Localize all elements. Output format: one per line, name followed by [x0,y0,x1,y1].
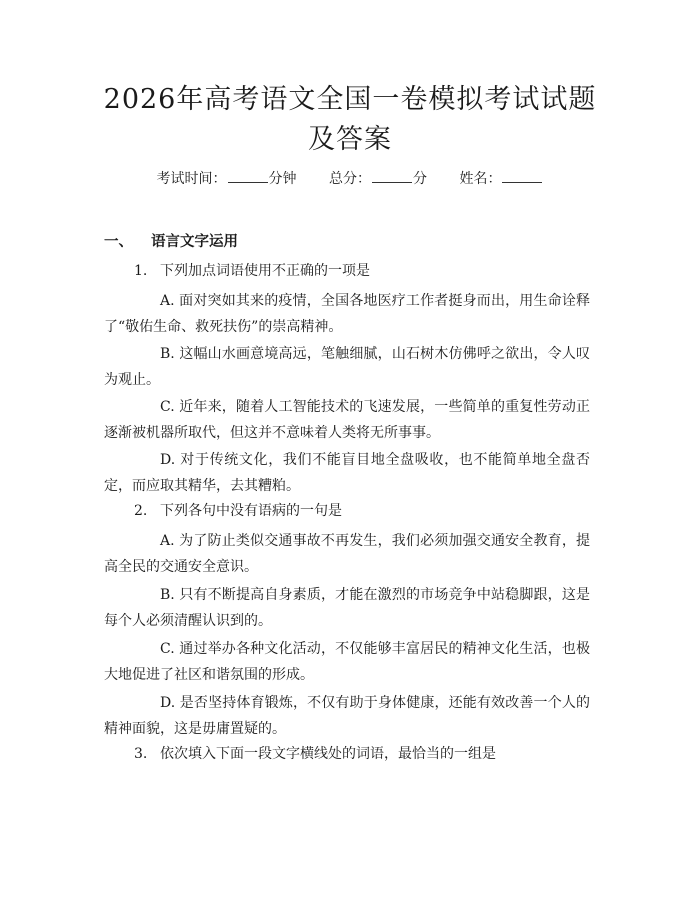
question-2-option-a: A. 为了防止类似交通事故不再发生，我们必须加强交通安全教育，提高全民的交通安全意识。 [104,533,590,575]
total-score-blank[interactable] [372,168,412,183]
exam-time-unit: 分钟 [268,171,297,187]
question-1-option-d: D. 对于传统文化，我们不能盲目地全盘吸收，也不能简单地全盘否定，而应取其精华，去其糟粕。 [104,452,590,494]
name-label: 姓名： [459,171,502,187]
question-1-option-b: B. 这幅山水画意境高远，笔触细腻，山石树木仿佛呼之欲出，令人叹为观止。 [104,346,590,388]
question-2 [134,501,342,521]
question-2-option-b: B. 只有不断提高自身素质，才能在激烈的市场竞争中站稳脚跟，这是每个人必须清醒认识到的。 [104,587,590,629]
question-number: 3. [134,746,148,762]
question-3 [134,744,496,764]
section-number: 一、 [104,234,133,250]
question-1 [134,261,370,281]
total-score-field [329,171,427,187]
question-1-option-a: A. 面对突如其来的疫情，全国各地医疗工作者挺身而出，用生命诠释了“敬佑生命、救死扶伤”的崇高精神。 [104,293,590,335]
exam-time-label: 考试时间： [156,171,227,187]
question-2-option-c: C. 通过举办各种文化活动，不仅能够丰富居民的精神文化生活，也极大地促进了社区和谐氛围的形成。 [104,641,590,683]
question-stem: 下列加点词语使用不正确的一项是 [160,263,370,279]
question-number: 2. [134,503,148,519]
document-title: 2026年高考语文全国一卷模拟考试试题及答案 [103,84,597,155]
question-number: 1. [134,263,148,279]
total-score-label: 总分： [329,171,371,187]
section-title: 语言文字运用 [151,234,238,250]
exam-time-field [157,171,297,187]
question-stem: 依次填入下面一段文字横线处的词语，最恰当的一组是 [160,746,496,762]
name-field [459,171,543,187]
question-1-option-c: C. 近年来，随着人工智能技术的飞速发展，一些简单的重复性劳动正逐渐被机器所取代，但这并不意味着人类将无所事事。 [104,399,590,441]
exam-info-line [0,168,700,189]
exam-time-blank[interactable] [228,168,268,183]
name-blank[interactable] [502,168,542,183]
question-stem: 下列各句中没有语病的一句是 [160,503,342,519]
total-score-unit: 分 [413,171,427,187]
section-heading [104,230,238,251]
question-2-option-d: D. 是否坚持体育锻炼，不仅有助于身体健康，还能有效改善一个人的精神面貌，这是毋庸置疑的。 [104,695,590,737]
